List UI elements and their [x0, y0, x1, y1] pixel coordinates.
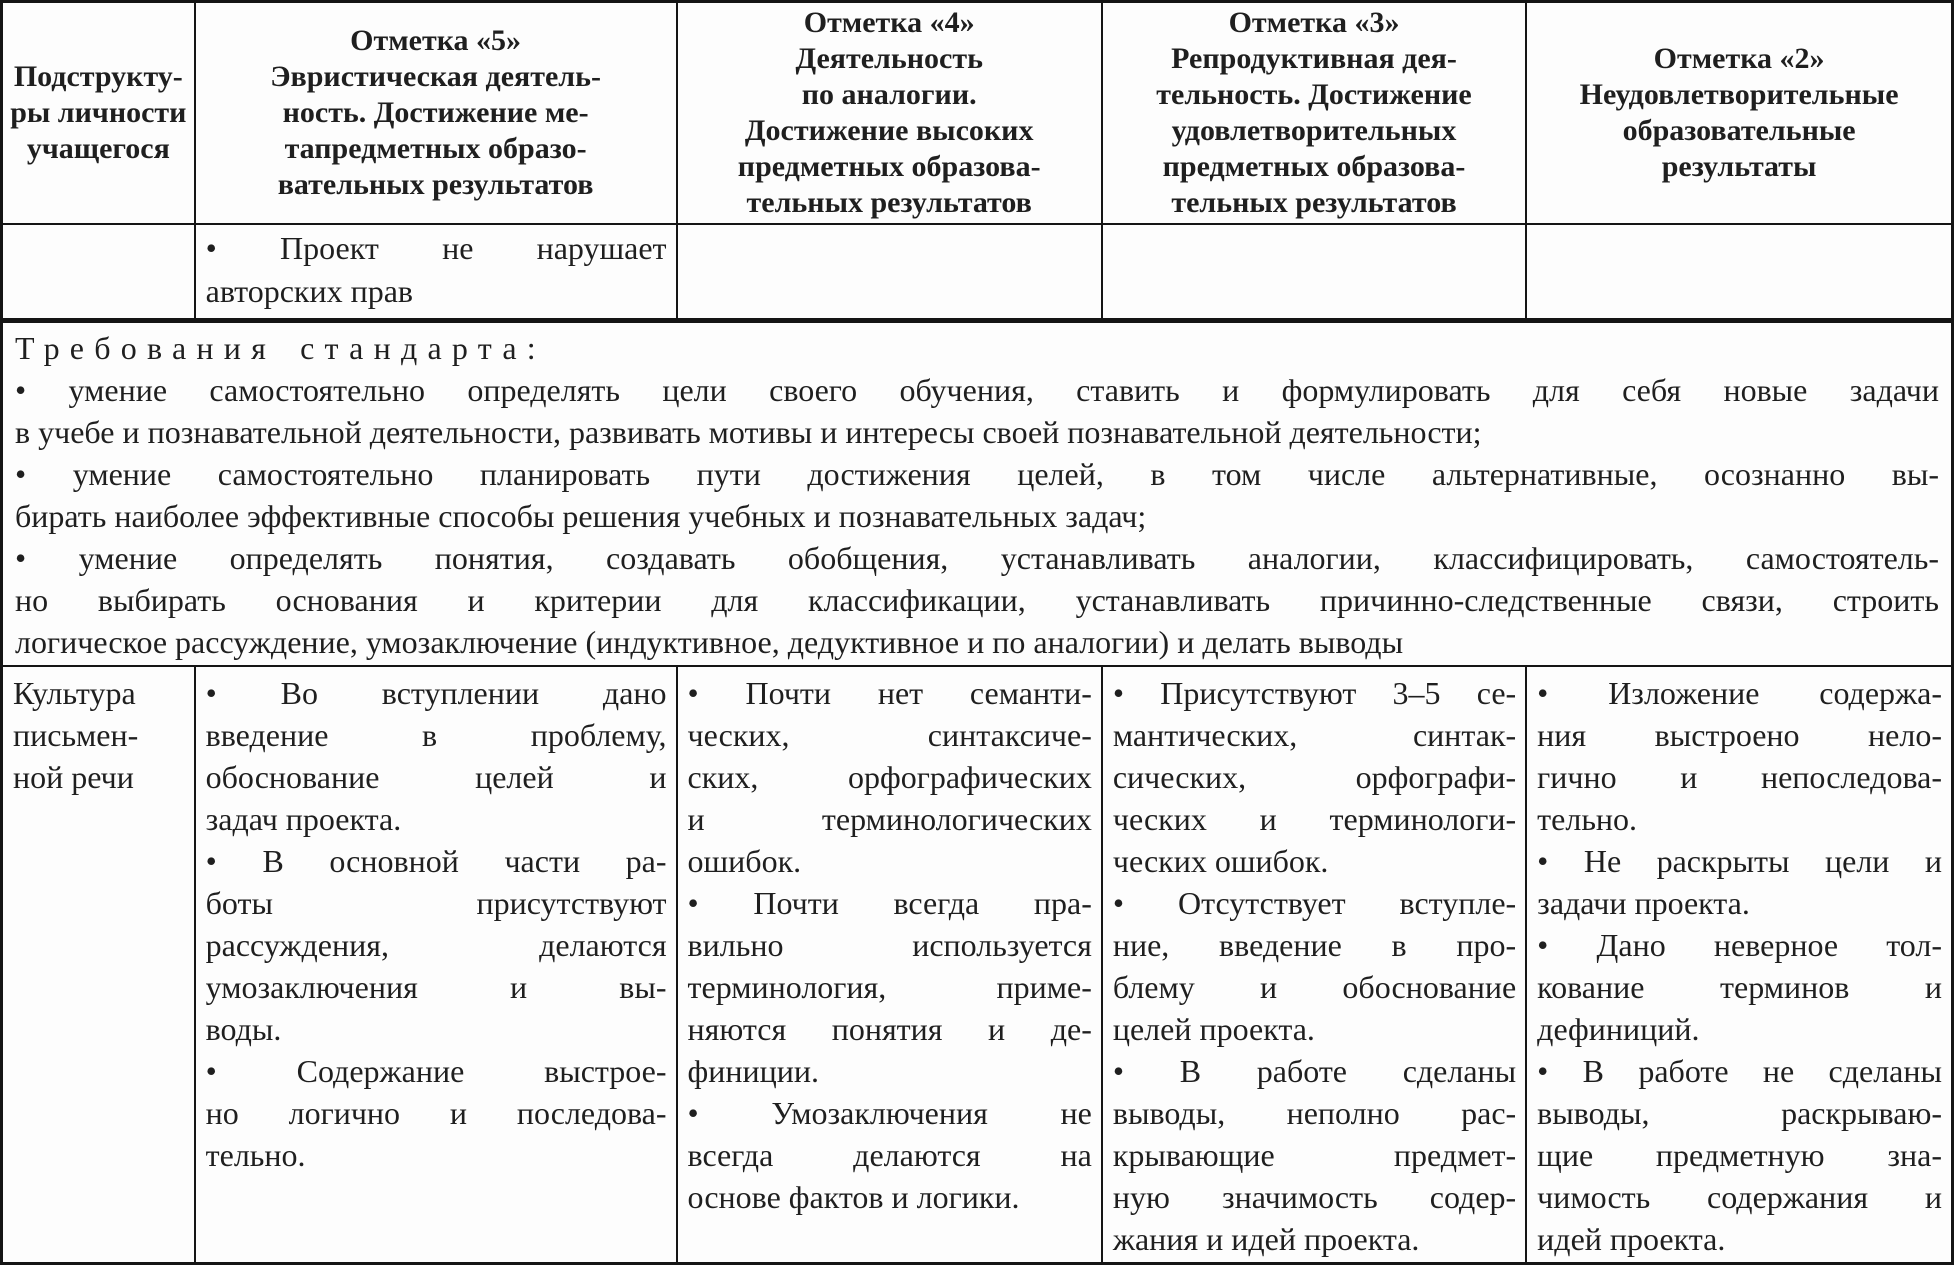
header-grade-2 — [1526, 2, 1952, 225]
text-line: Отметка «3» — [1228, 6, 1400, 39]
text-line: авторских прав — [205, 273, 414, 309]
header-grade-5 — [195, 2, 677, 225]
text-line: крывающие предмет- — [1112, 1136, 1517, 1173]
text-line: идей проекта. — [1537, 1220, 1726, 1257]
text-line: • умение самостоятельно определять цели своего обучения, ставить и формулировать для себя новые задачи — [15, 371, 1939, 408]
text-line: ность. Достижение ме- — [282, 96, 589, 129]
text-line: блему и обоснование — [1112, 968, 1517, 1005]
text-line: тельных результатов — [1171, 186, 1457, 219]
text-line: всегда делаются на — [687, 1136, 1092, 1173]
text-line: • Отсутствует вступле- — [1112, 884, 1517, 921]
text-line: • Не раскрыты цели и — [1537, 842, 1942, 879]
text-line: выводы, неполно рас- — [1112, 1094, 1517, 1131]
text-line: но логично и последова- — [205, 1094, 667, 1131]
text-line: ры личности — [10, 96, 187, 129]
copyright-row — [2, 224, 1953, 320]
culture-cell-grade5 — [195, 666, 677, 1264]
text-line: Отметка «2» — [1653, 42, 1825, 75]
text-line: выводы, раскрываю- — [1537, 1094, 1942, 1131]
text-line: логическое рассуждение, умозаключение (индуктивное, дедуктивное и по аналогии) и делать выводы — [15, 623, 1404, 660]
text-line: и терминологических — [687, 800, 1092, 837]
text-line: сических, орфографи- — [1112, 758, 1517, 795]
text-line: введение в проблему, — [205, 716, 667, 753]
text-line: письмен- — [13, 716, 139, 753]
culture-label-cell — [2, 666, 195, 1264]
text-line: • Присутствуют 3–5 се- — [1112, 674, 1517, 711]
text-line: Культура — [13, 674, 136, 711]
text-line: образовательные — [1622, 114, 1856, 147]
text-line: предметных образова- — [1162, 150, 1466, 183]
text-line: мантических, синтак- — [1112, 716, 1517, 753]
text-line: задачи проекта. — [1537, 884, 1750, 921]
text-line: • В работе не сделаны — [1537, 1052, 1942, 1089]
text-line: • В работе сделаны — [1112, 1052, 1517, 1089]
text-line: дефиниций. — [1537, 1010, 1700, 1047]
text-line: воды. — [205, 1010, 282, 1047]
text-line: ческих ошибок. — [1112, 842, 1329, 879]
text-line: в учебе и познавательной деятельности, развивать мотивы и интересы своей познавательной деятельности; — [15, 413, 1482, 450]
text-line: удовлетворительных — [1171, 114, 1457, 147]
text-line: вательных результатов — [277, 168, 594, 201]
header-grade-4 — [677, 2, 1102, 225]
text-line: тельных результатов — [746, 186, 1032, 219]
text-line: • умение определять понятия, создавать обобщения, устанавливать аналогии, классифицировать, самостоятель- — [15, 539, 1939, 576]
text-line: ния выстроено нело- — [1537, 716, 1942, 753]
copyright-cell-grade5 — [195, 224, 677, 320]
text-line: • Дано неверное тол- — [1537, 926, 1942, 963]
text-line: щие предметную зна- — [1537, 1136, 1942, 1173]
text-line: ческих, синтаксиче- — [687, 716, 1092, 753]
text-line: • Проект не нарушает — [205, 230, 667, 266]
text-line: ческих и терминологи- — [1112, 800, 1517, 837]
text-line: Подструкту- — [13, 60, 183, 93]
text-line: • Почти всегда пра- — [687, 884, 1092, 921]
text-line: Репродуктивная дея- — [1171, 42, 1457, 75]
text-line: предметных образова- — [737, 150, 1041, 183]
culture-cell-grade4 — [677, 666, 1102, 1264]
text-line: финиции. — [687, 1052, 820, 1089]
text-line: няются понятия и де- — [687, 1010, 1092, 1047]
text-line: • Почти нет семанти- — [687, 674, 1092, 711]
text-line: гично и непоследова- — [1537, 758, 1942, 795]
text-line: боты присутствуют — [205, 884, 667, 921]
text-line: • Во вступлении дано — [205, 674, 667, 711]
text-line: задач проекта. — [205, 800, 402, 837]
copyright-cell-grade2 — [1526, 224, 1952, 320]
text-line: тельно. — [1537, 800, 1638, 837]
standard-requirements-cell — [2, 320, 1953, 666]
text-line: Неудовлетворительные — [1579, 78, 1899, 111]
standard-requirements-row — [2, 320, 1953, 666]
text-line: Отметка «5» — [350, 24, 522, 57]
text-line: Требования стандарта: — [15, 329, 546, 366]
text-line: Эвристическая деятель- — [270, 60, 601, 93]
header-substructures — [2, 2, 195, 225]
text-line: ских, орфографических — [687, 758, 1092, 795]
header-grade-3 — [1102, 2, 1526, 225]
text-line: • умение самостоятельно планировать пути достижения целей, в том числе альтернативные, осознанно вы- — [15, 455, 1939, 492]
text-line: учащегося — [26, 132, 170, 165]
text-line: основе фактов и логики. — [687, 1178, 1020, 1215]
text-line: Деятельность — [795, 42, 983, 75]
text-line: рассуждения, делаются — [205, 926, 667, 963]
text-line: ошибок. — [687, 842, 802, 879]
text-line: • Изложение содержа- — [1537, 674, 1942, 711]
text-line: тельно. — [205, 1136, 306, 1173]
text-line: ную значимость содер- — [1112, 1178, 1517, 1215]
text-line: по аналогии. — [801, 78, 977, 111]
text-line: целей проекта. — [1112, 1010, 1315, 1047]
text-line: Достижение высоких — [744, 114, 1034, 147]
culture-cell-grade2 — [1526, 666, 1952, 1264]
text-line: терминология, приме- — [687, 968, 1092, 1005]
copyright-cell-grade3 — [1102, 224, 1526, 320]
header-row — [2, 2, 1953, 225]
text-line: результаты — [1661, 150, 1817, 183]
text-line: Отметка «4» — [803, 6, 975, 39]
text-line: • Содержание выстрое- — [205, 1052, 667, 1089]
culture-row — [2, 666, 1953, 1264]
text-line: тельность. Достижение — [1156, 78, 1472, 111]
copyright-cell-substructures — [2, 224, 195, 320]
text-line: ной речи — [13, 758, 134, 795]
text-line: ние, введение в про- — [1112, 926, 1517, 963]
text-line: кование терминов и — [1537, 968, 1942, 1005]
text-line: тапредметных образо- — [284, 132, 587, 165]
text-line: но выбирать основания и критерии для классификации, устанавливать причинно-следственные связи, строить — [15, 581, 1939, 618]
text-line: жания и идей проекта. — [1112, 1220, 1420, 1257]
text-line: бирать наиболее эффективные способы решения учебных и познавательных задач; — [15, 497, 1147, 534]
text-line: • В основной части ра- — [205, 842, 667, 879]
text-line: • Умозаключения не — [687, 1094, 1092, 1131]
culture-cell-grade3 — [1102, 666, 1526, 1264]
text-line: чимость содержания и — [1537, 1178, 1942, 1215]
copyright-cell-grade4 — [677, 224, 1102, 320]
text-line: обоснование целей и — [205, 758, 667, 795]
text-line: умозаключения и вы- — [205, 968, 667, 1005]
text-line: вильно используется — [687, 926, 1092, 963]
criteria-table-body — [2, 2, 1953, 1264]
